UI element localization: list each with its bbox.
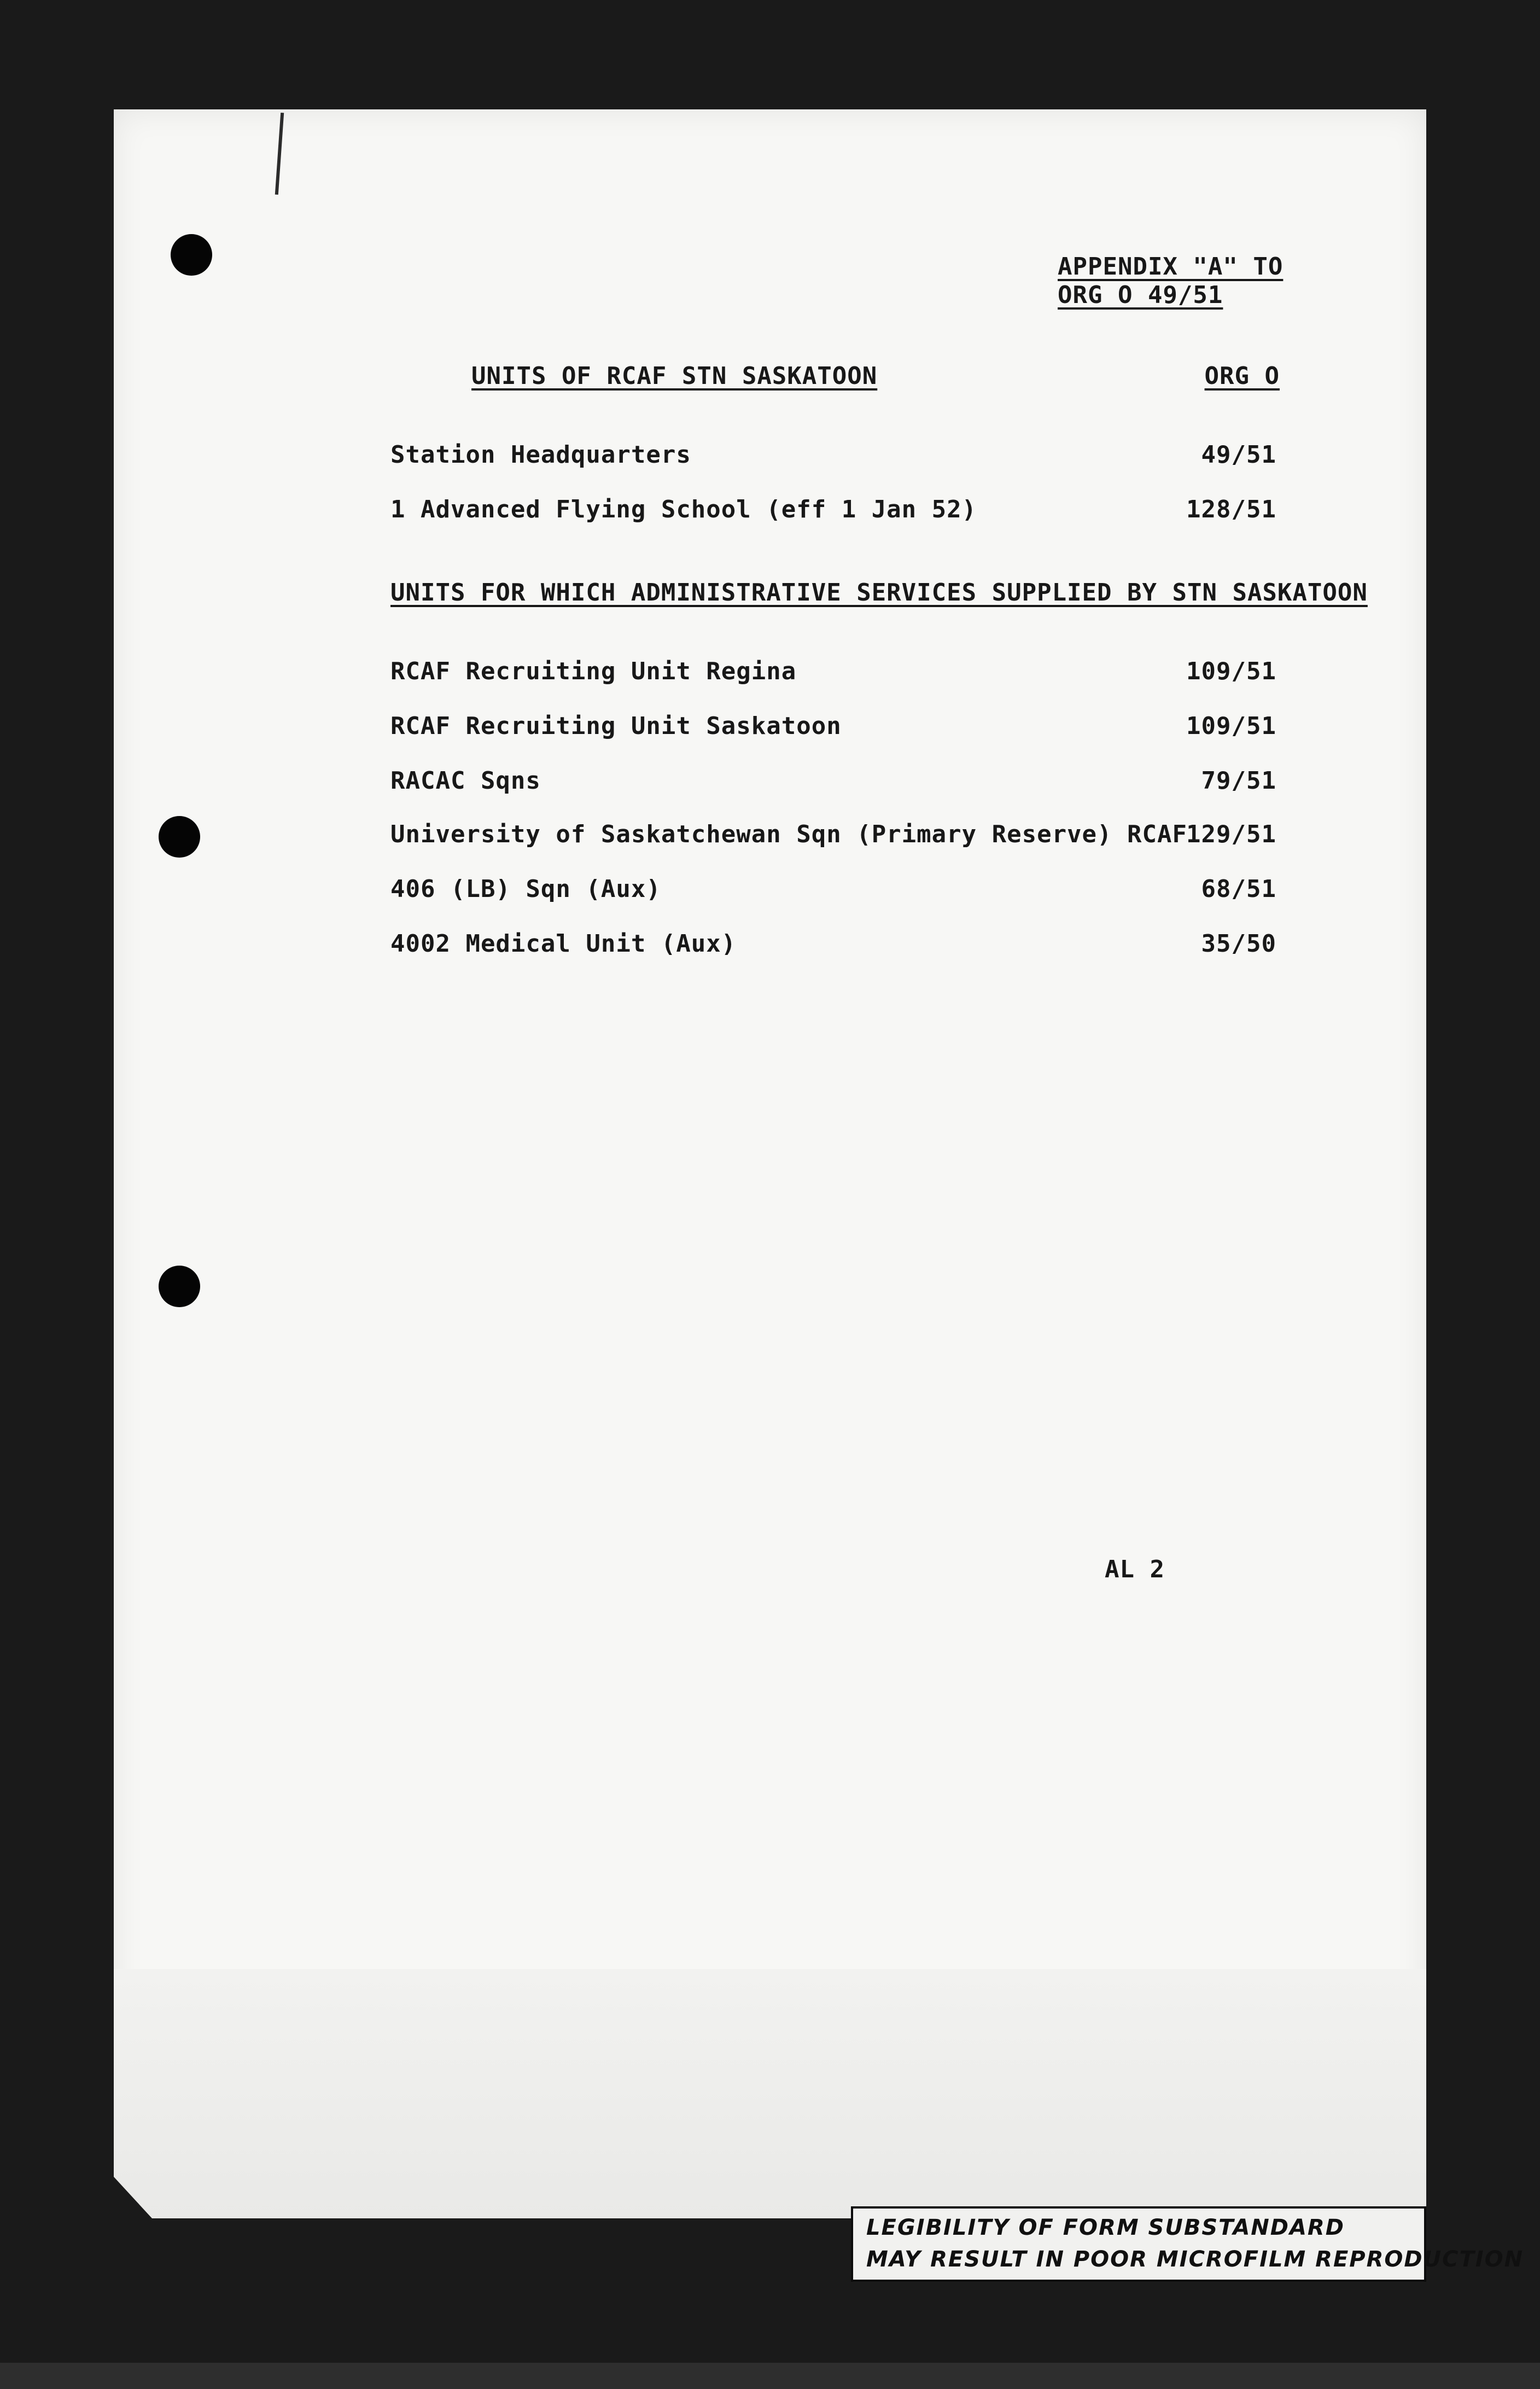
- org-column-header: ORG O: [1204, 362, 1280, 390]
- legibility-stamp: [851, 2206, 1524, 2282]
- unit-name: RACAC Sqns: [390, 767, 541, 795]
- org-number: 49/51: [1201, 441, 1276, 469]
- punch-hole: [159, 1266, 200, 1307]
- section-heading-supported-units: UNITS FOR WHICH ADMINISTRATIVE SERVICES SUPPLIED BY STN SASKATOON: [390, 579, 1368, 607]
- unit-name: 1 Advanced Flying School (eff 1 Jan 52): [390, 496, 977, 523]
- section-heading-station-units: UNITS OF RCAF STN SASKATOON: [471, 362, 878, 390]
- unit-name: 4002 Medical Unit (Aux): [390, 930, 737, 958]
- unit-name: RCAF Recruiting Unit Regina: [390, 657, 797, 685]
- org-number: 109/51: [1186, 657, 1276, 685]
- punch-hole: [171, 234, 212, 276]
- appendix-order-reference: ORG O 49/51: [1058, 281, 1223, 309]
- film-edge-strip: [0, 2363, 1540, 2389]
- document-page: [114, 109, 1426, 2218]
- org-number: 79/51: [1201, 767, 1276, 795]
- org-number: 68/51: [1201, 875, 1276, 903]
- unit-name: Station Headquarters: [390, 441, 691, 469]
- unit-name: 406 (LB) Sqn (Aux): [390, 875, 661, 903]
- punch-hole: [159, 816, 200, 858]
- org-number: 129/51: [1186, 820, 1276, 848]
- amendment-list-mark: AL 2: [1105, 1555, 1165, 1583]
- org-number: 35/50: [1201, 930, 1276, 958]
- org-number: 109/51: [1186, 712, 1276, 740]
- appendix-reference: APPENDIX "A" TO: [1058, 253, 1284, 281]
- unit-name: RCAF Recruiting Unit Saskatoon: [390, 712, 842, 740]
- page-discoloration: [114, 1969, 1426, 2218]
- stamp-line: MAY RESULT IN POOR MICROFILM REPRODUCTION: [866, 2247, 1524, 2272]
- stamp-line: LEGIBILITY OF FORM SUBSTANDARD: [866, 2215, 1345, 2240]
- unit-name: University of Saskatchewan Sqn (Primary Reserve) RCAF: [390, 820, 1187, 848]
- org-number: 128/51: [1186, 496, 1276, 523]
